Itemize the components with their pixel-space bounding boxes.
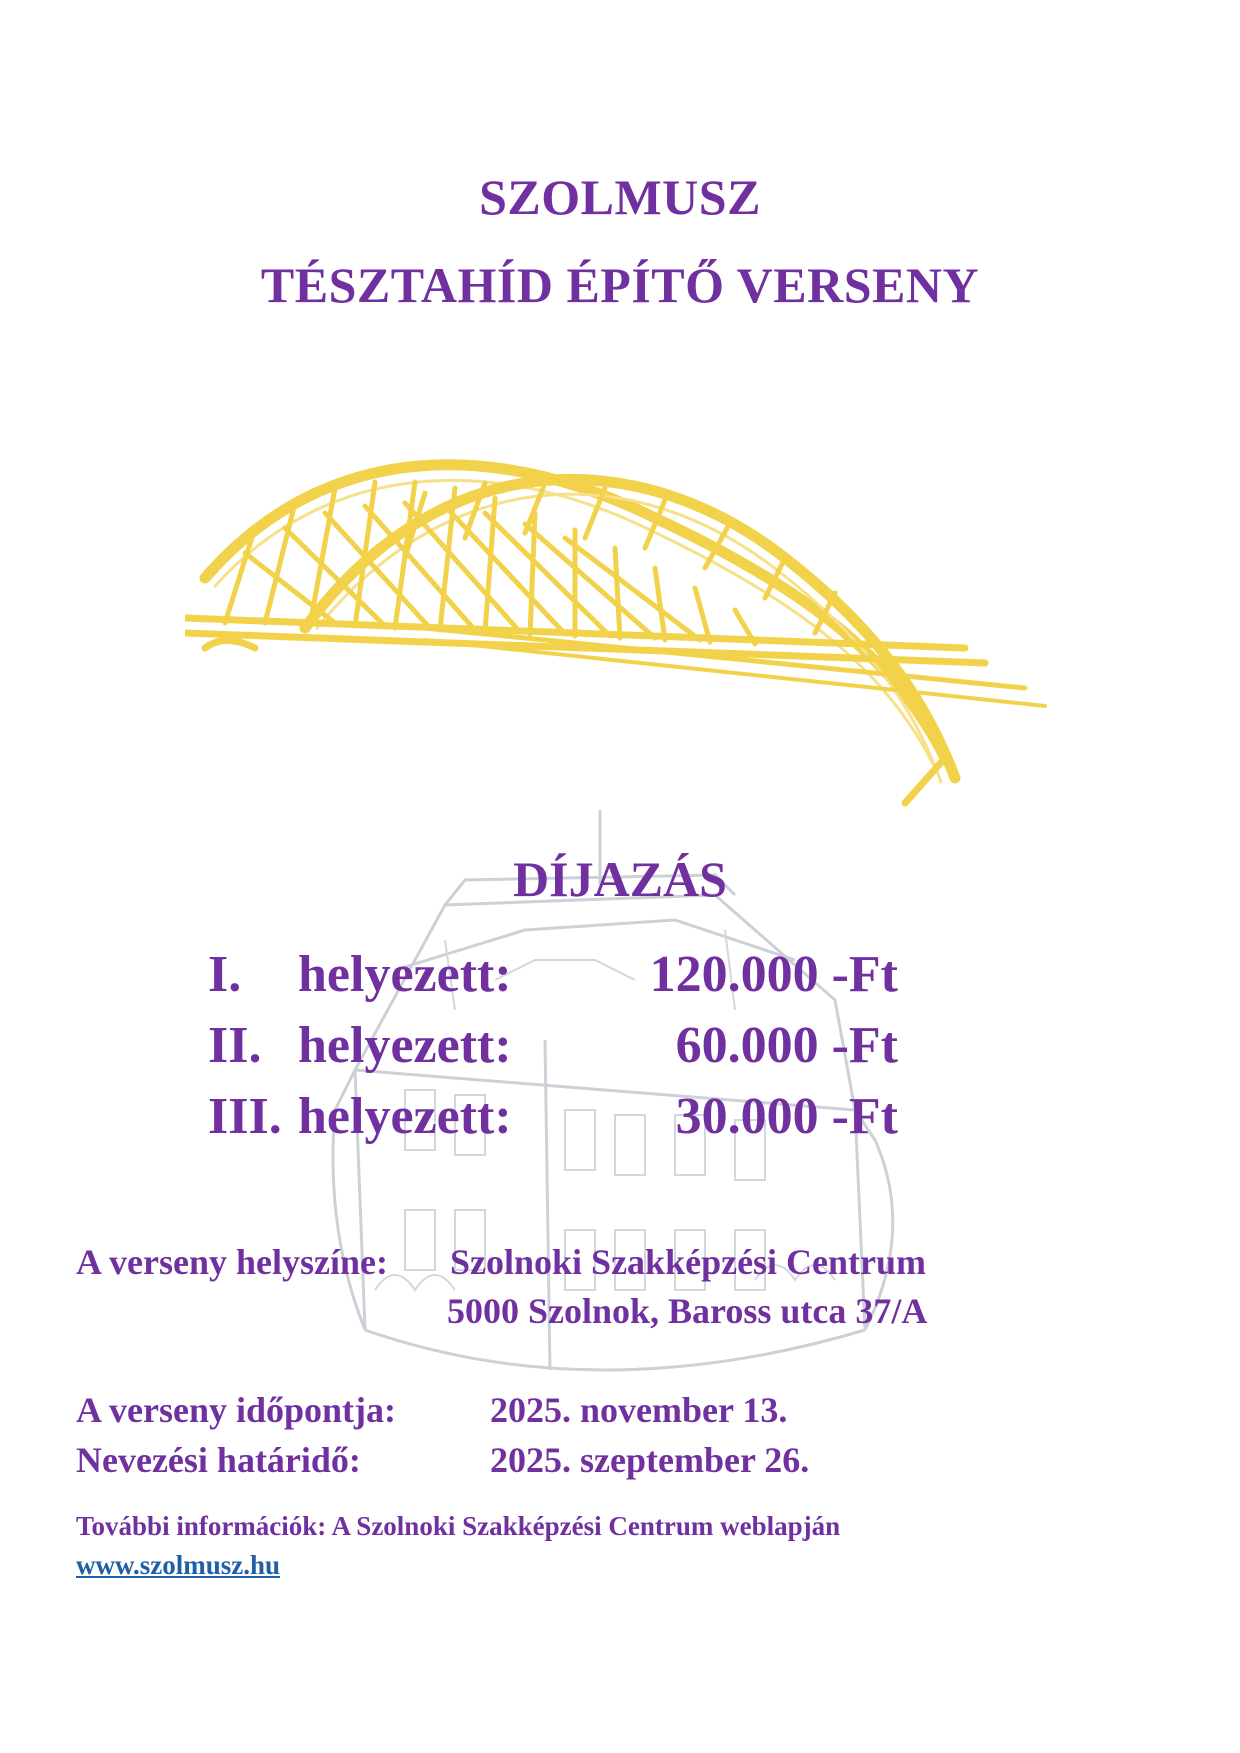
prize-label: helyezett: (298, 1017, 512, 1074)
date-value: 2025. november 13. (490, 1390, 788, 1430)
date-label: A verseny időpontja: (76, 1390, 397, 1430)
prize-amount: 60.000 -Ft (675, 1017, 898, 1074)
prize-rank: II. (208, 1017, 262, 1074)
prize-rank: I. (208, 946, 242, 1003)
prize-rank: III. (208, 1088, 282, 1145)
prize-amount: 30.000 -Ft (675, 1088, 898, 1145)
prize-label: helyezett: (298, 1088, 512, 1145)
more-info-text: További információk: A Szolnoki Szakképzési Centrum weblapján (76, 1511, 841, 1541)
bridge-illustration (185, 458, 1060, 813)
venue-address: 5000 Szolnok, Baross utca 37/A (447, 1291, 928, 1331)
poster-title: SZOLMUSZ (479, 169, 761, 225)
website-link[interactable]: www.szolmusz.hu (76, 1550, 281, 1580)
poster-subtitle: TÉSZTAHÍD ÉPÍTŐ VERSENY (260, 257, 980, 313)
deadline-label: Nevezési határidő: (76, 1440, 361, 1480)
deadline-value: 2025. szeptember 26. (490, 1440, 810, 1480)
venue-name: Szolnoki Szakképzési Centrum (450, 1242, 927, 1282)
venue-label: A verseny helyszíne: (76, 1242, 388, 1282)
prize-label: helyezett: (298, 946, 512, 1003)
awards-heading: DÍJAZÁS (513, 851, 727, 907)
prize-amount: 120.000 -Ft (649, 946, 898, 1003)
